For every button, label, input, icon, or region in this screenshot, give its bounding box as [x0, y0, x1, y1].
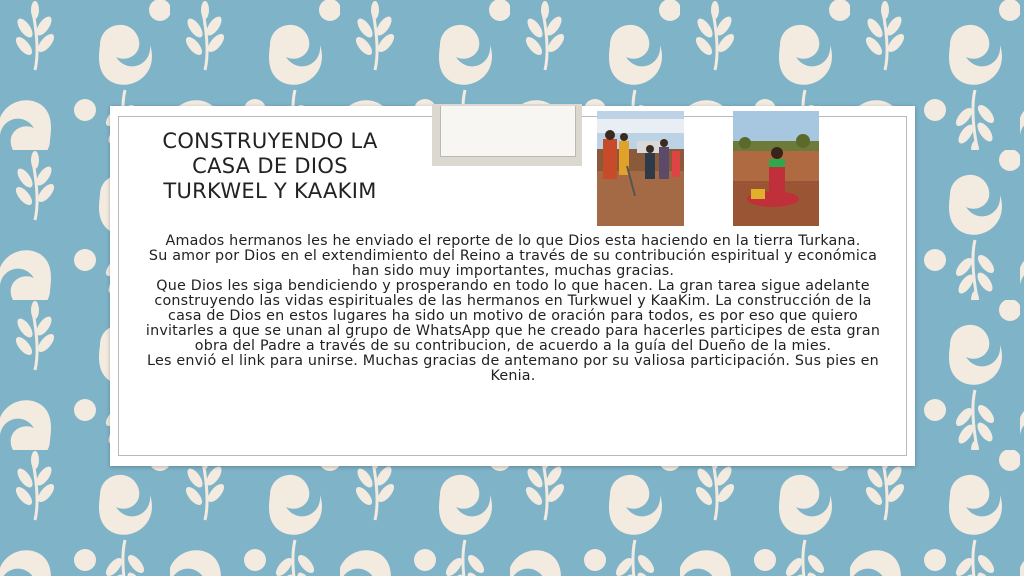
slide-title-line: TURKWEL Y KAAKIM — [163, 179, 377, 203]
message-body — [138, 234, 888, 384]
slide-title — [145, 129, 395, 204]
slide-title-line: CASA DE DIOS — [192, 154, 348, 178]
slide-card — [110, 106, 915, 466]
paragraph: Les envió el link para unirse. Muchas gracias de antemano por su valiosa participación. Sus pies en Kenia. — [147, 353, 879, 384]
photo-woman-sitting — [733, 111, 819, 226]
paragraph: Su amor por Dios en el extendimiento del Reino a través de su contribución espiritual y económica han sido muy importantes, muchas gracias. — [148, 248, 878, 279]
photo-people-digging — [597, 111, 684, 226]
paragraph: Amados hermanos les he enviado el reporte de lo que Dios esta haciendo en la tierra Turkana. — [165, 233, 861, 249]
paragraph: Que Dios les siga bendiciendo y prosperando en todo lo que hacen. La gran tarea sigue adelante construyendo las vidas espirituales de las hermanos en Turkwuel y KaaKim. La construcción de la casa de Dios en estos lugares ha sido un motivo de oración para todos, es por eso que quiero invitarles a que se unan al grupo de WhatsApp que he creado para hacerles participes de esta gran obra del Padre a través de su contribucion, de acuerdo a la guía del Dueño de la mies. — [145, 278, 881, 354]
decorative-tab-inner — [440, 106, 576, 157]
slide-title-line: CONSTRUYENDO LA — [162, 129, 378, 153]
